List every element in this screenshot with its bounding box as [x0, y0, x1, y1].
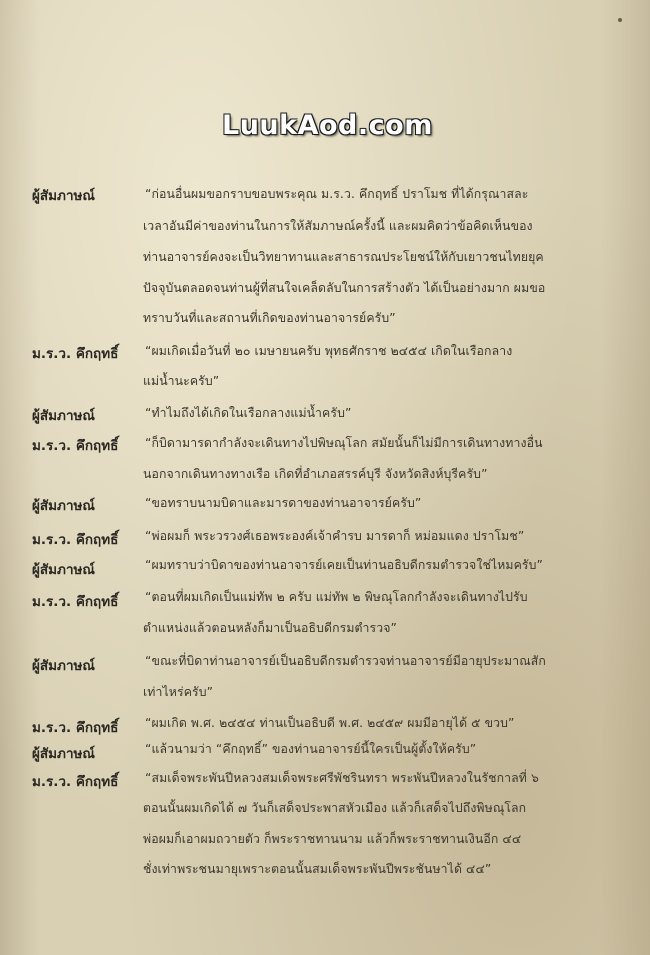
dialogue-line: พ่อผมก็เอาผมถวายตัว ก็พระราชทานนาม แล้วก็พระราชทานเงินอีก ๔๔ [143, 832, 522, 846]
speaker-label: ผู้สัมภาษณ์ [32, 408, 95, 424]
dialogue-line: “ขณะที่บิดาท่านอาจารย์เป็นอธิบดีกรมตำรวจท่านอาจารย์มีอายุประมาณสัก [145, 654, 546, 668]
dialogue-line: “ผมทราบว่าบิดาของท่านอาจารย์เคยเป็นท่านอธิบดีกรมตำรวจใช่ไหมครับ” [145, 558, 543, 572]
dialogue-line: ตำแหน่งแล้วตอนหลังก็มาเป็นอธิบดีกรมตำรวจ” [143, 621, 398, 635]
speaker-label: ผู้สัมภาษณ์ [32, 658, 95, 674]
dialogue-line: “ผมเกิดเมื่อวันที่ ๒๐ เมษายนครับ พุทธศักราช ๒๔๕๔ เกิดในเรือกลาง [145, 344, 513, 358]
dialogue-line: เท่าไหร่ครับ” [143, 685, 214, 699]
dialogue-line: “สมเด็จพระพันปีหลวงสมเด็จพระศรีพัชรินทรา พระพันปีหลวงในรัชกาลที่ ๖ [145, 771, 539, 785]
speaker-label: ผู้สัมภาษณ์ [32, 188, 95, 204]
speaker-label: ม.ร.ว. คึกฤทธิ์ [32, 532, 119, 548]
dialogue-line: ปัจจุบันตลอดจนท่านผู้ที่สนใจเคล็ดลับในการสร้างตัว ได้เป็นอย่างมาก ผมขอ [143, 281, 546, 295]
dialogue-line: “ทำไมถึงได้เกิดในเรือกลางแม่น้ำครับ” [145, 406, 352, 420]
speaker-label: ผู้สัมภาษณ์ [32, 498, 95, 514]
dialogue-line: ทราบวันที่และสถานที่เกิดของท่านอาจารย์ครับ” [143, 311, 396, 325]
dialogue-line: “ก่อนอื่นผมขอกราบขอบพระคุณ ม.ร.ว. คึกฤทธิ์ ปราโมช ที่ได้กรุณาสละ [145, 187, 529, 201]
speaker-label: ม.ร.ว. คึกฤทธิ์ [32, 774, 119, 790]
dialogue-line: นอกจากเดินทางทางเรือ เกิดที่อำเภอสรรค์บุรี จังหวัดสิงห์บุรีครับ” [143, 467, 488, 481]
dialogue-line: ท่านอาจารย์คงจะเป็นวิทยาทานและสาธารณประโยชน์ให้กับเยาวชนไทยยุค [143, 250, 544, 264]
page-speck [618, 18, 622, 22]
site-watermark: LuukAod.com [222, 110, 433, 141]
dialogue-line: “ผมเกิด พ.ศ. ๒๔๕๔ ท่านเป็นอธิบดี พ.ศ. ๒๔๕๙ ผมมีอายุได้ ๕ ขวบ” [145, 716, 515, 730]
speaker-label: ม.ร.ว. คึกฤทธิ์ [32, 346, 119, 362]
dialogue-line: “พ่อผมก็ พระวรวงศ์เธอพระองค์เจ้าคำรบ มารดาก็ หม่อมแดง ปราโมช” [145, 529, 525, 543]
speaker-label: ผู้สัมภาษณ์ [32, 746, 95, 762]
speaker-label: ม.ร.ว. คึกฤทธิ์ [32, 594, 119, 610]
dialogue-line: แม่น้ำนะครับ” [143, 374, 220, 388]
dialogue-line: เวลาอันมีค่าของท่านในการให้สัมภาษณ์ครั้งนี้ และผมคิดว่าข้อคิดเห็นของ [143, 219, 533, 233]
dialogue-line: ตอนนั้นผมเกิดได้ ๗ วันก็เสด็จประพาสหัวเมือง แล้วก็เสด็จไปถึงพิษณุโลก [143, 801, 527, 815]
dialogue-line: ชั่งเท่าพระชนมายุเพราะตอนนั้นสมเด็จพระพันปีพระชันษาได้ ๔๔” [143, 862, 492, 876]
speaker-label: ม.ร.ว. คึกฤทธิ์ [32, 720, 119, 736]
speaker-label: ผู้สัมภาษณ์ [32, 562, 95, 578]
dialogue-line: “ขอทราบนามบิดาและมารดาของท่านอาจารย์ครับ” [145, 496, 422, 510]
speaker-label: ม.ร.ว. คึกฤทธิ์ [32, 438, 119, 454]
dialogue-line: “ก็บิดามารดากำลังจะเดินทางไปพิษณุโลก สมัยนั้นก็ไม่มีการเดินทางทางอื่น [145, 436, 543, 450]
dialogue-line: “แล้วนามว่า “คึกฤทธิ์” ของท่านอาจารย์นี้ใครเป็นผู้ตั้งให้ครับ” [145, 742, 477, 756]
dialogue-line: “ตอนที่ผมเกิดเป็นแม่ทัพ ๒ ครับ แม่ทัพ ๒ พิษณุโลกกำลังจะเดินทางไปรับ [145, 590, 528, 604]
